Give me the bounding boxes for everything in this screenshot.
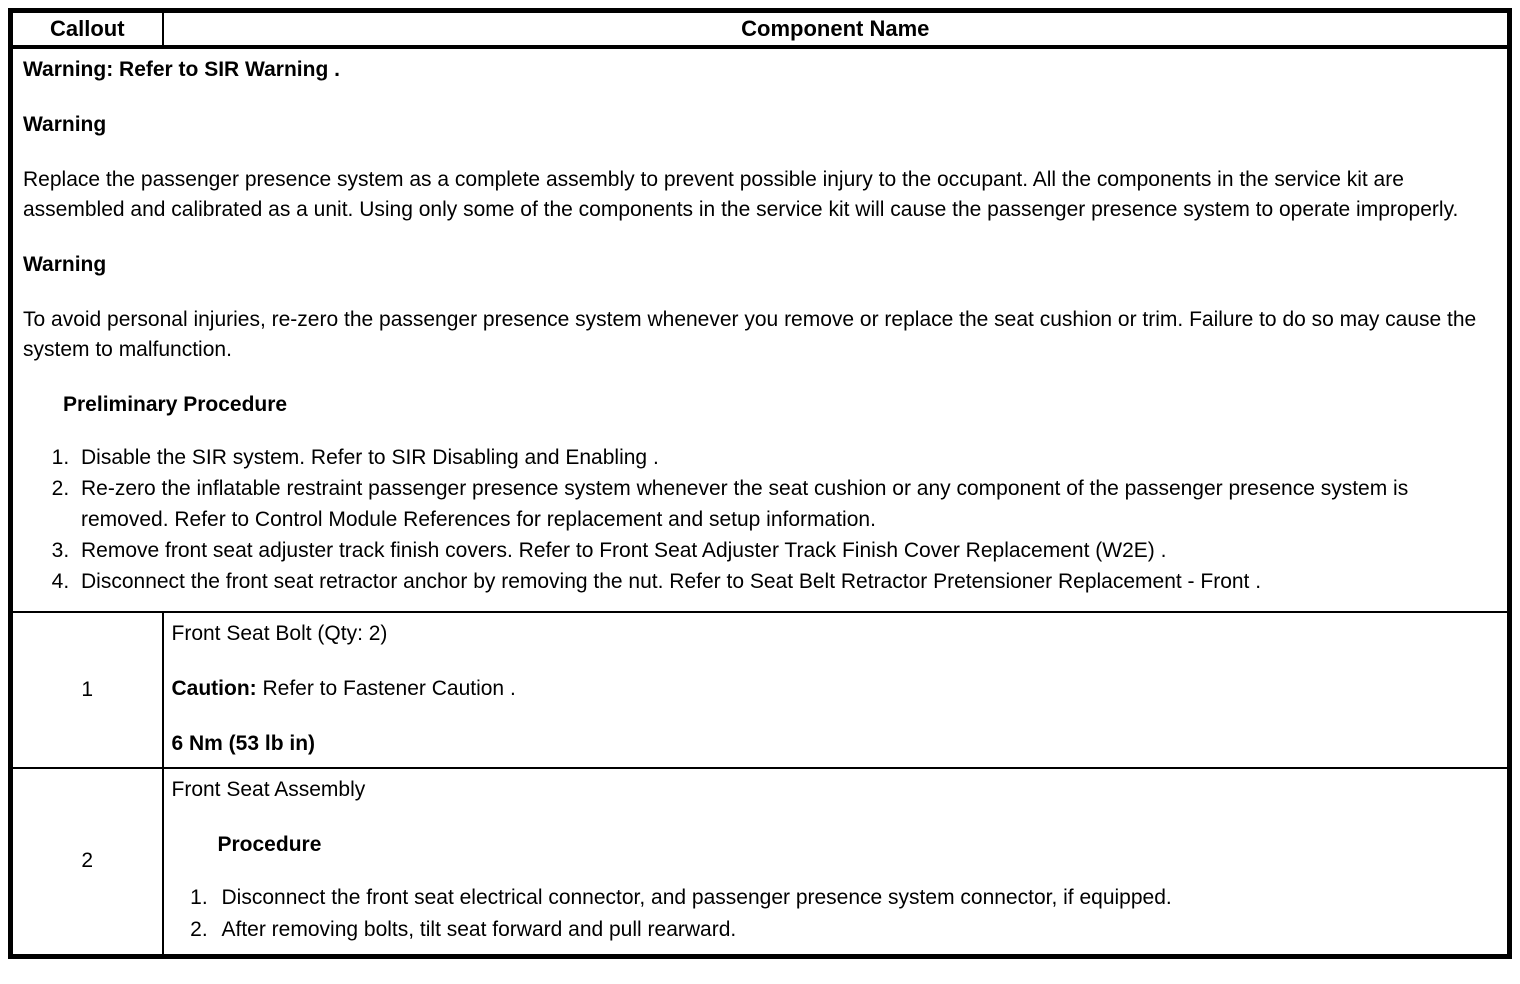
- component-cell-2: [163, 768, 1510, 957]
- callout-number-1: 1: [11, 612, 163, 768]
- callout-number-2: 2: [11, 768, 163, 957]
- preliminary-step-3: 3. Remove front seat adjuster track finish covers. Refer to Front Seat Adjuster Track Finish Cover Replacement (W2E) .: [75, 535, 1495, 566]
- component-row-2: [11, 768, 1510, 957]
- preliminary-step-1: 1. Disable the SIR system. Refer to SIR Disabling and Enabling .: [75, 442, 1495, 473]
- component-name-text: Front Seat Bolt (Qty: 2): [171, 621, 388, 645]
- table-header-row: [11, 11, 1510, 47]
- caution-text: Refer to Fastener Caution .: [256, 676, 516, 700]
- preliminary-step-2: 2. Re-zero the inflatable restraint passenger presence system whenever the seat cushion or any component of the passenger presence system is removed. Refer to Control Module References for replacement and setup information.: [75, 473, 1495, 535]
- procedure-heading: Procedure: [217, 832, 322, 856]
- procedure-step-2: 2. After removing bolts, tilt seat forward and pull rearward.: [214, 914, 1498, 946]
- component-name-column-header: Component Name: [163, 11, 1510, 47]
- caution-label: Caution:: [171, 676, 257, 700]
- callout-column-header: Callout: [11, 11, 163, 47]
- procedure-step-1: 1. Disconnect the front seat electrical connector, and passenger presence system connector, if equipped.: [214, 882, 1498, 914]
- notes-cell: [11, 47, 1510, 612]
- fastener-component-table: [8, 8, 1512, 959]
- warning-heading-2: Warning: [23, 252, 107, 276]
- warning-body-1: Replace the passenger presence system as a complete assembly to prevent possible injury to the occupant. All the components in the service kit are assembled and calibrated as a unit. Using only some of the components in the service kit will cause the passenger presence system to operate improperly.: [23, 167, 1459, 221]
- component-row-1: [11, 612, 1510, 768]
- component-name-text: Front Seat Assembly: [171, 777, 366, 801]
- notes-row: [11, 47, 1510, 612]
- warning-body-2: To avoid personal injuries, re-zero the passenger presence system whenever you remove or replace the seat cushion or trim. Failure to do so may cause the system to malfunction.: [23, 307, 1477, 361]
- preliminary-step-4: 4. Disconnect the front seat retractor anchor by removing the nut. Refer to Seat Belt Retractor Pretensioner Replacement - Front .: [75, 566, 1495, 597]
- sir-warning-reference: Warning: Refer to SIR Warning .: [23, 57, 340, 81]
- component-cell-1: [163, 612, 1510, 768]
- caution-note: [172, 674, 1498, 704]
- preliminary-procedure-list: [23, 442, 1495, 597]
- torque-spec: 6 Nm (53 lb in): [171, 731, 316, 755]
- preliminary-procedure-heading: Preliminary Procedure: [63, 392, 288, 416]
- warning-heading-1: Warning: [23, 112, 107, 136]
- procedure-list: [172, 882, 1498, 946]
